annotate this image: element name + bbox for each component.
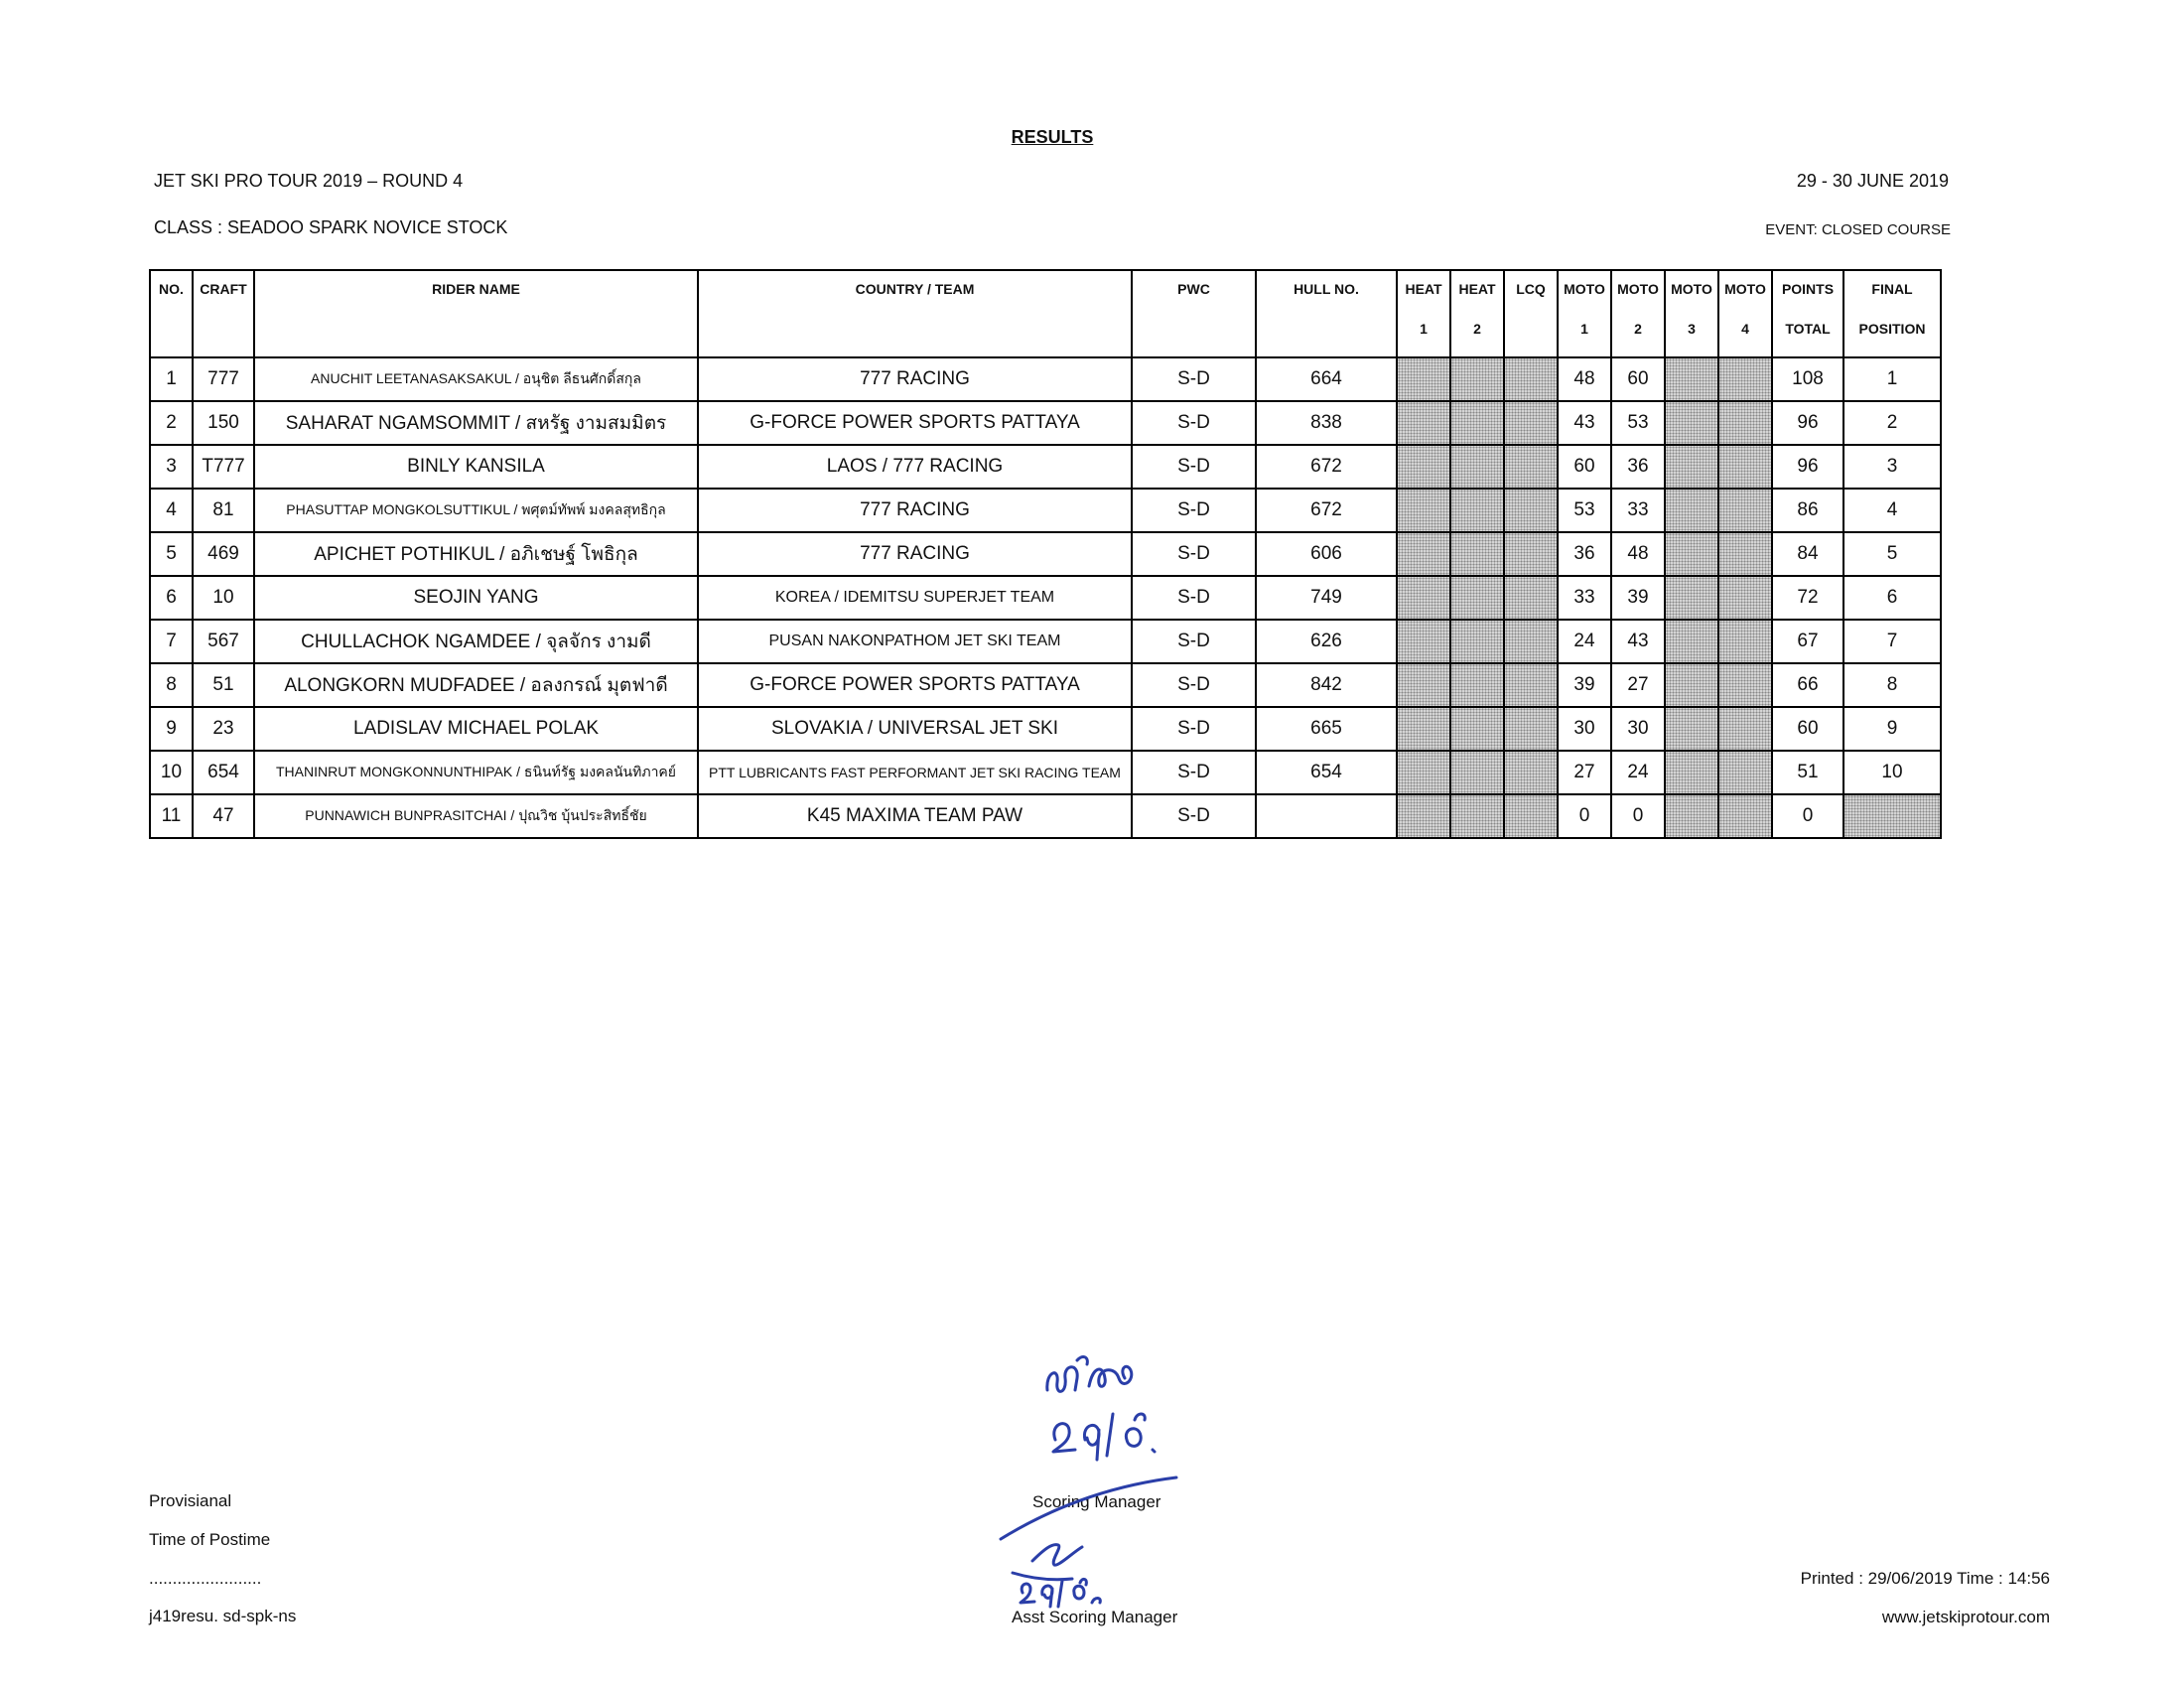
table-row bbox=[150, 576, 1941, 620]
website-url: www.jetskiprotour.com bbox=[1881, 1608, 2050, 1626]
cell-heat-1 bbox=[1397, 532, 1450, 576]
cell-country: PUSAN NAKONPATHOM JET SKI TEAM bbox=[698, 620, 1132, 663]
cell-points-total: 84 bbox=[1772, 532, 1843, 576]
cell-no: 6 bbox=[150, 576, 193, 620]
table-row bbox=[150, 445, 1941, 489]
cell-lcq bbox=[1504, 532, 1558, 576]
cell-craft: 567 bbox=[193, 620, 254, 663]
cell-pwc: S-D bbox=[1132, 532, 1256, 576]
cell-hull: 672 bbox=[1256, 489, 1397, 532]
cell-heat-1 bbox=[1397, 576, 1450, 620]
cell-hull: 838 bbox=[1256, 401, 1397, 445]
provisional-label: Provisianal bbox=[149, 1491, 232, 1510]
cell-country: 777 RACING bbox=[698, 532, 1132, 576]
header-final-position: FINAL POSITION bbox=[1843, 270, 1941, 357]
cell-moto-3 bbox=[1665, 357, 1718, 401]
cell-heat-2 bbox=[1450, 576, 1504, 620]
cell-points-total: 108 bbox=[1772, 357, 1843, 401]
cell-moto-1: 60 bbox=[1558, 445, 1611, 489]
cell-moto-4 bbox=[1718, 489, 1772, 532]
cell-moto-4 bbox=[1718, 751, 1772, 794]
cell-heat-2 bbox=[1450, 620, 1504, 663]
cell-craft: 81 bbox=[193, 489, 254, 532]
cell-country: KOREA / IDEMITSU SUPERJET TEAM bbox=[698, 576, 1132, 620]
cell-heat-2 bbox=[1450, 794, 1504, 838]
cell-craft: T777 bbox=[193, 445, 254, 489]
cell-country: LAOS / 777 RACING bbox=[698, 445, 1132, 489]
table-row bbox=[150, 794, 1941, 838]
cell-final-position: 6 bbox=[1843, 576, 1941, 620]
cell-points-total: 96 bbox=[1772, 401, 1843, 445]
cell-moto-3 bbox=[1665, 489, 1718, 532]
cell-heat-2 bbox=[1450, 532, 1504, 576]
cell-hull: 672 bbox=[1256, 445, 1397, 489]
cell-points-total: 0 bbox=[1772, 794, 1843, 838]
table-row bbox=[150, 489, 1941, 532]
cell-moto-2: 60 bbox=[1611, 357, 1665, 401]
cell-moto-4 bbox=[1718, 532, 1772, 576]
cell-heat-1 bbox=[1397, 401, 1450, 445]
cell-final-position bbox=[1843, 794, 1941, 838]
cell-final-position: 10 bbox=[1843, 751, 1941, 794]
table-row bbox=[150, 751, 1941, 794]
cell-moto-3 bbox=[1665, 532, 1718, 576]
header-heat-1: HEAT 1 bbox=[1397, 270, 1450, 357]
cell-pwc: S-D bbox=[1132, 794, 1256, 838]
cell-points-total: 96 bbox=[1772, 445, 1843, 489]
table-row bbox=[150, 532, 1941, 576]
table-row bbox=[150, 401, 1941, 445]
cell-rider: ALONGKORN MUDFADEE / อลงกรณ์ มุตฟาดี bbox=[254, 663, 698, 707]
cell-rider: SAHARAT NGAMSOMMIT / สหรัฐ งามสมมิตร bbox=[254, 401, 698, 445]
header-hull: HULL NO. bbox=[1256, 270, 1397, 357]
cell-lcq bbox=[1504, 445, 1558, 489]
cell-final-position: 5 bbox=[1843, 532, 1941, 576]
cell-moto-4 bbox=[1718, 620, 1772, 663]
cell-final-position: 7 bbox=[1843, 620, 1941, 663]
cell-heat-1 bbox=[1397, 707, 1450, 751]
cell-rider: THANINRUT MONGKONNUNTHIPAK / ธนินท์รัฐ มงคลนันทิภาคย์ bbox=[254, 751, 698, 794]
header-heat-2: HEAT 2 bbox=[1450, 270, 1504, 357]
file-code: j419resu. sd-spk-ns bbox=[149, 1607, 297, 1625]
cell-country: K45 MAXIMA TEAM PAW bbox=[698, 794, 1132, 838]
cell-final-position: 4 bbox=[1843, 489, 1941, 532]
cell-moto-2: 30 bbox=[1611, 707, 1665, 751]
cell-points-total: 67 bbox=[1772, 620, 1843, 663]
time-of-postime-label: Time of Postime bbox=[149, 1530, 271, 1549]
cell-moto-2: 43 bbox=[1611, 620, 1665, 663]
cell-moto-1: 43 bbox=[1558, 401, 1611, 445]
cell-moto-2: 53 bbox=[1611, 401, 1665, 445]
cell-heat-1 bbox=[1397, 445, 1450, 489]
cell-rider: PUNNAWICH BUNPRASITCHAI / ปุณวิช บุ้นประสิทธิ์ชัย bbox=[254, 794, 698, 838]
cell-rider: CHULLACHOK NGAMDEE / จุลจักร งามดี bbox=[254, 620, 698, 663]
cell-pwc: S-D bbox=[1132, 357, 1256, 401]
cell-lcq bbox=[1504, 620, 1558, 663]
cell-hull: 665 bbox=[1256, 707, 1397, 751]
cell-craft: 23 bbox=[193, 707, 254, 751]
cell-final-position: 8 bbox=[1843, 663, 1941, 707]
header-points-total: POINTS TOTAL bbox=[1772, 270, 1843, 357]
cell-heat-2 bbox=[1450, 445, 1504, 489]
cell-lcq bbox=[1504, 489, 1558, 532]
cell-rider: PHASUTTAP MONGKOLSUTTIKUL / พศุตม์ทัพพ์ มงคลสุทธิกุล bbox=[254, 489, 698, 532]
cell-moto-1: 48 bbox=[1558, 357, 1611, 401]
cell-pwc: S-D bbox=[1132, 663, 1256, 707]
cell-pwc: S-D bbox=[1132, 401, 1256, 445]
cell-moto-4 bbox=[1718, 576, 1772, 620]
cell-heat-2 bbox=[1450, 401, 1504, 445]
cell-lcq bbox=[1504, 357, 1558, 401]
cell-moto-4 bbox=[1718, 794, 1772, 838]
cell-craft: 654 bbox=[193, 751, 254, 794]
asst-scoring-manager-label: Asst Scoring Manager bbox=[1012, 1608, 1178, 1626]
cell-no: 7 bbox=[150, 620, 193, 663]
cell-heat-1 bbox=[1397, 794, 1450, 838]
cell-no: 9 bbox=[150, 707, 193, 751]
cell-heat-2 bbox=[1450, 707, 1504, 751]
cell-no: 11 bbox=[150, 794, 193, 838]
cell-heat-2 bbox=[1450, 357, 1504, 401]
header-moto-3: MOTO 3 bbox=[1665, 270, 1718, 357]
header-lcq: LCQ bbox=[1504, 270, 1558, 357]
cell-rider: LADISLAV MICHAEL POLAK bbox=[254, 707, 698, 751]
cell-moto-3 bbox=[1665, 794, 1718, 838]
cell-craft: 47 bbox=[193, 794, 254, 838]
postime-blank: ........................ bbox=[149, 1569, 262, 1588]
header-craft: CRAFT bbox=[193, 270, 254, 357]
cell-moto-4 bbox=[1718, 707, 1772, 751]
cell-lcq bbox=[1504, 663, 1558, 707]
cell-moto-1: 36 bbox=[1558, 532, 1611, 576]
cell-points-total: 66 bbox=[1772, 663, 1843, 707]
cell-craft: 469 bbox=[193, 532, 254, 576]
cell-no: 5 bbox=[150, 532, 193, 576]
cell-rider: SEOJIN YANG bbox=[254, 576, 698, 620]
cell-no: 10 bbox=[150, 751, 193, 794]
cell-heat-2 bbox=[1450, 489, 1504, 532]
header-moto-2: MOTO 2 bbox=[1611, 270, 1665, 357]
cell-moto-1: 30 bbox=[1558, 707, 1611, 751]
cell-final-position: 2 bbox=[1843, 401, 1941, 445]
cell-country: G-FORCE POWER SPORTS PATTAYA bbox=[698, 663, 1132, 707]
cell-craft: 777 bbox=[193, 357, 254, 401]
cell-heat-2 bbox=[1450, 751, 1504, 794]
cell-hull: 626 bbox=[1256, 620, 1397, 663]
cell-moto-3 bbox=[1665, 576, 1718, 620]
cell-points-total: 60 bbox=[1772, 707, 1843, 751]
cell-lcq bbox=[1504, 751, 1558, 794]
cell-moto-2: 33 bbox=[1611, 489, 1665, 532]
cell-moto-3 bbox=[1665, 751, 1718, 794]
table-row bbox=[150, 620, 1941, 663]
cell-final-position: 1 bbox=[1843, 357, 1941, 401]
cell-rider: ANUCHIT LEETANASAKSAKUL / อนุชิต ลีธนศักดิ์สกุล bbox=[254, 357, 698, 401]
cell-moto-2: 48 bbox=[1611, 532, 1665, 576]
cell-hull: 664 bbox=[1256, 357, 1397, 401]
event-type: EVENT: CLOSED COURSE bbox=[1765, 221, 1951, 238]
cell-no: 1 bbox=[150, 357, 193, 401]
cell-lcq bbox=[1504, 794, 1558, 838]
cell-moto-3 bbox=[1665, 707, 1718, 751]
cell-moto-1: 27 bbox=[1558, 751, 1611, 794]
cell-pwc: S-D bbox=[1132, 489, 1256, 532]
cell-moto-3 bbox=[1665, 620, 1718, 663]
cell-moto-3 bbox=[1665, 445, 1718, 489]
header-no: NO. bbox=[150, 270, 193, 357]
cell-lcq bbox=[1504, 401, 1558, 445]
cell-craft: 10 bbox=[193, 576, 254, 620]
cell-country: G-FORCE POWER SPORTS PATTAYA bbox=[698, 401, 1132, 445]
cell-final-position: 9 bbox=[1843, 707, 1941, 751]
page-title: RESULTS bbox=[1011, 127, 1094, 147]
cell-moto-1: 53 bbox=[1558, 489, 1611, 532]
cell-moto-2: 0 bbox=[1611, 794, 1665, 838]
cell-rider: APICHET POTHIKUL / อภิเชษฐ์ โพธิกุล bbox=[254, 532, 698, 576]
table-header-row bbox=[150, 270, 1941, 357]
cell-lcq bbox=[1504, 576, 1558, 620]
event-name: JET SKI PRO TOUR 2019 – ROUND 4 bbox=[154, 171, 464, 191]
cell-pwc: S-D bbox=[1132, 620, 1256, 663]
cell-pwc: S-D bbox=[1132, 576, 1256, 620]
cell-moto-1: 33 bbox=[1558, 576, 1611, 620]
cell-heat-1 bbox=[1397, 663, 1450, 707]
cell-no: 3 bbox=[150, 445, 193, 489]
cell-country: PTT LUBRICANTS FAST PERFORMANT JET SKI RACING TEAM bbox=[698, 751, 1132, 794]
cell-moto-4 bbox=[1718, 357, 1772, 401]
cell-points-total: 51 bbox=[1772, 751, 1843, 794]
cell-craft: 150 bbox=[193, 401, 254, 445]
cell-pwc: S-D bbox=[1132, 751, 1256, 794]
event-date: 29 - 30 JUNE 2019 bbox=[1796, 171, 1949, 191]
cell-points-total: 86 bbox=[1772, 489, 1843, 532]
cell-moto-2: 24 bbox=[1611, 751, 1665, 794]
cell-moto-4 bbox=[1718, 663, 1772, 707]
cell-heat-1 bbox=[1397, 357, 1450, 401]
cell-hull: 842 bbox=[1256, 663, 1397, 707]
cell-heat-1 bbox=[1397, 751, 1450, 794]
cell-final-position: 3 bbox=[1843, 445, 1941, 489]
table-row bbox=[150, 663, 1941, 707]
cell-pwc: S-D bbox=[1132, 707, 1256, 751]
cell-rider: BINLY KANSILA bbox=[254, 445, 698, 489]
cell-moto-1: 0 bbox=[1558, 794, 1611, 838]
class-name: CLASS : SEADOO SPARK NOVICE STOCK bbox=[154, 217, 508, 237]
cell-points-total: 72 bbox=[1772, 576, 1843, 620]
cell-no: 4 bbox=[150, 489, 193, 532]
cell-moto-2: 36 bbox=[1611, 445, 1665, 489]
header-moto-4: MOTO 4 bbox=[1718, 270, 1772, 357]
table-row bbox=[150, 357, 1941, 401]
cell-hull: 654 bbox=[1256, 751, 1397, 794]
scoring-manager-label: Scoring Manager bbox=[1032, 1492, 1161, 1511]
cell-no: 2 bbox=[150, 401, 193, 445]
cell-moto-1: 39 bbox=[1558, 663, 1611, 707]
cell-hull: 606 bbox=[1256, 532, 1397, 576]
asst-scoring-manager-signature bbox=[993, 1462, 1191, 1611]
cell-moto-1: 24 bbox=[1558, 620, 1611, 663]
printed-timestamp: Printed : 29/06/2019 Time : 14:56 bbox=[1800, 1569, 2050, 1588]
header-moto-1: MOTO 1 bbox=[1558, 270, 1611, 357]
cell-moto-4 bbox=[1718, 401, 1772, 445]
cell-no: 8 bbox=[150, 663, 193, 707]
table-row bbox=[150, 707, 1941, 751]
cell-moto-2: 39 bbox=[1611, 576, 1665, 620]
cell-moto-3 bbox=[1665, 663, 1718, 707]
cell-lcq bbox=[1504, 707, 1558, 751]
cell-hull bbox=[1256, 794, 1397, 838]
cell-heat-1 bbox=[1397, 489, 1450, 532]
cell-pwc: S-D bbox=[1132, 445, 1256, 489]
cell-country: 777 RACING bbox=[698, 357, 1132, 401]
results-table bbox=[149, 269, 1942, 839]
cell-country: SLOVAKIA / UNIVERSAL JET SKI bbox=[698, 707, 1132, 751]
cell-moto-2: 27 bbox=[1611, 663, 1665, 707]
header-pwc: PWC bbox=[1132, 270, 1256, 357]
cell-moto-4 bbox=[1718, 445, 1772, 489]
header-rider: RIDER NAME bbox=[254, 270, 698, 357]
cell-heat-2 bbox=[1450, 663, 1504, 707]
header-country: COUNTRY / TEAM bbox=[698, 270, 1132, 357]
cell-moto-3 bbox=[1665, 401, 1718, 445]
cell-country: 777 RACING bbox=[698, 489, 1132, 532]
cell-craft: 51 bbox=[193, 663, 254, 707]
cell-hull: 749 bbox=[1256, 576, 1397, 620]
cell-heat-1 bbox=[1397, 620, 1450, 663]
